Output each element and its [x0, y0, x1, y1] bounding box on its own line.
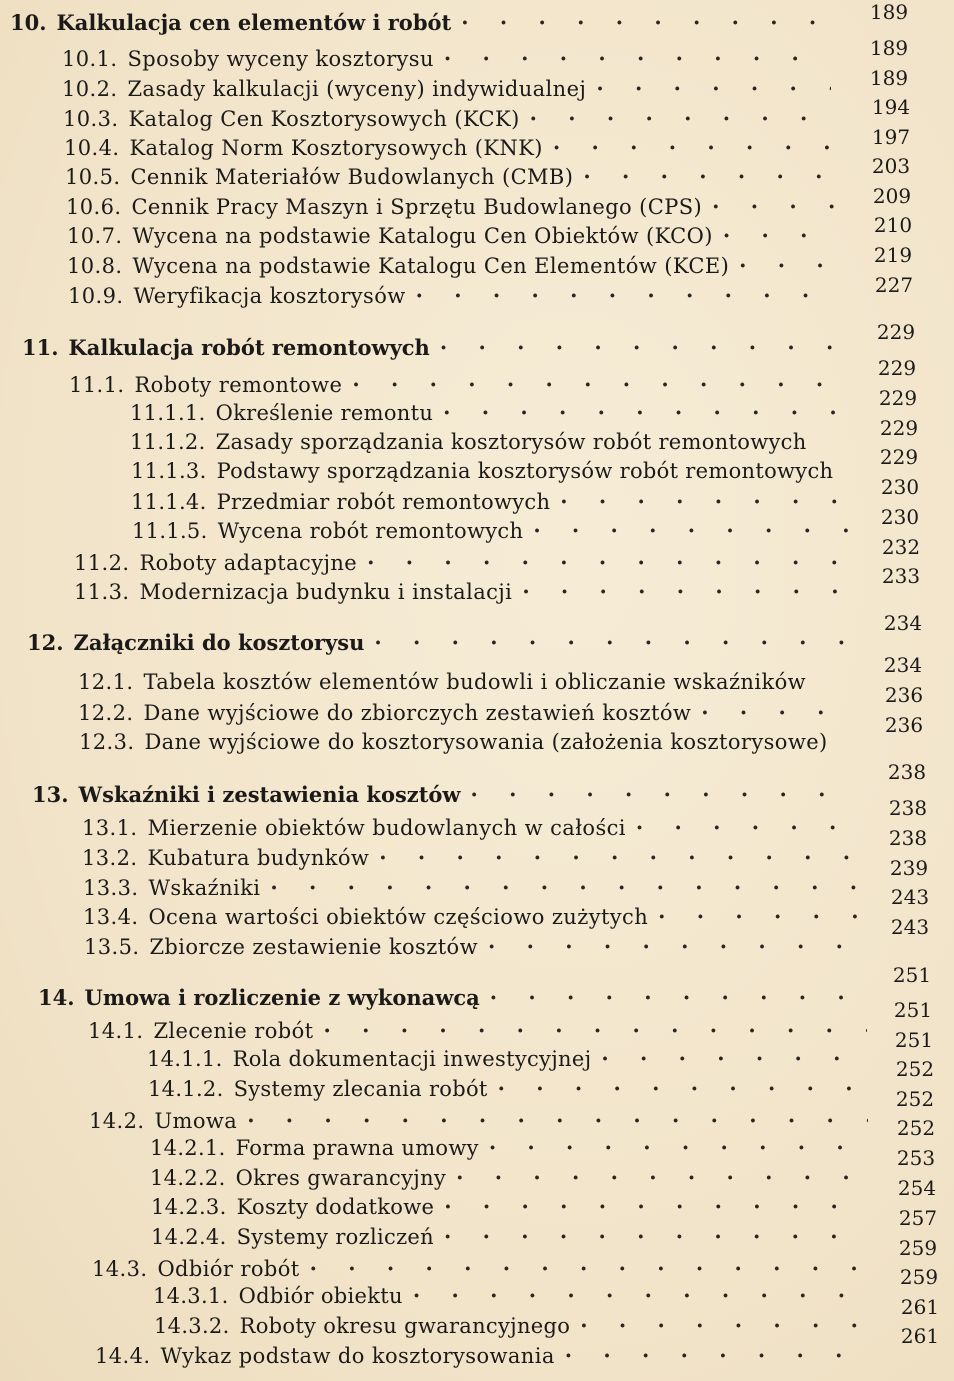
entry-number: 10.6. — [66, 195, 122, 219]
dot-leader — [636, 815, 861, 840]
entry-title: Tabela kosztów elementów budowli i obliczanie wskaźników — [143, 670, 807, 694]
entry-page: 259 — [899, 1265, 939, 1289]
entry-page: 252 — [895, 1087, 935, 1111]
entry-page: 236 — [884, 713, 924, 737]
entry-number: 13.2. — [82, 846, 138, 870]
entry-number: 11.1.3. — [131, 459, 207, 483]
entry-number: 10.4. — [64, 136, 120, 160]
entry-title: Wskaźniki i zestawienia kosztów — [78, 782, 461, 807]
entry-title: Wycena na podstawie Katalogu Cen Elementów (KCE) — [132, 254, 730, 278]
entry-number: 14. — [38, 985, 75, 1010]
toc-entry[interactable] — [89, 1108, 874, 1138]
entry-number: 11.2. — [74, 551, 130, 575]
entry-number: 11.1.4. — [131, 490, 207, 514]
entry-title: Kalkulacja cen elementów i robót — [56, 10, 452, 35]
entry-number: 10.9. — [68, 284, 124, 308]
toc-entry[interactable] — [83, 904, 868, 934]
dot-leader — [461, 10, 834, 35]
toc-entry[interactable] — [32, 782, 862, 812]
entry-title: Wykaz podstaw do kosztorysowania — [160, 1344, 555, 1368]
entry-title: Wycena robót remontowych — [217, 519, 524, 543]
toc-entry[interactable] — [66, 194, 841, 224]
toc-entry[interactable] — [151, 1194, 876, 1224]
toc-entry[interactable] — [130, 400, 850, 430]
entry-title: Katalog Norm Kosztorysowych (KNK) — [129, 136, 543, 160]
entry-number: 14.3.1. — [153, 1284, 229, 1308]
dot-leader — [553, 135, 833, 160]
entry-page: 243 — [890, 915, 930, 939]
entry-number: 14.3.2. — [154, 1314, 230, 1338]
dot-leader — [723, 223, 836, 248]
dot-leader — [658, 904, 862, 929]
entry-title: Dane wyjściowe do kosztorysowania (założenia kosztorysowe) — [144, 730, 828, 754]
dot-leader — [522, 579, 853, 604]
toc-entry[interactable] — [153, 1283, 878, 1313]
dot-leader — [583, 164, 834, 189]
entry-title: Określenie remontu — [215, 401, 434, 425]
entry-number: 14.1.1. — [147, 1047, 223, 1071]
entry-title: Odbiór robót — [157, 1257, 300, 1281]
entry-title: Roboty okresu gwarancyjnego — [239, 1314, 571, 1338]
toc-entry[interactable] — [92, 1256, 877, 1286]
entry-page: 251 — [894, 1028, 934, 1052]
entry-page: 229 — [877, 356, 917, 380]
dot-leader — [443, 400, 844, 425]
entry-number: 10.3. — [63, 107, 119, 131]
entry-number: 12. — [27, 630, 64, 655]
entry-number: 12.2. — [78, 701, 134, 725]
toc-entry[interactable] — [74, 550, 859, 580]
toc-entry[interactable] — [67, 223, 842, 253]
dot-leader — [444, 46, 826, 71]
toc-entry[interactable] — [64, 135, 839, 165]
entry-title: Cennik Materiałów Budowlanych (CMB) — [130, 165, 574, 189]
dot-leader — [533, 518, 851, 543]
entry-page: 197 — [871, 125, 911, 149]
entry-title: Kalkulacja robót remontowych — [68, 335, 430, 360]
toc-entry[interactable] — [147, 1046, 872, 1076]
dot-leader — [270, 875, 862, 900]
entry-page: 239 — [889, 856, 929, 880]
dot-leader — [530, 106, 832, 131]
entry-number: 10.2. — [62, 77, 118, 101]
entry-number: 14.2.2. — [150, 1166, 226, 1190]
entry-page: 229 — [878, 386, 918, 410]
entry-title: Kubatura budynków — [147, 846, 370, 870]
dot-leader — [310, 1256, 871, 1281]
entry-page: 209 — [872, 184, 912, 208]
entry-title: Sposoby wyceny kosztorysu — [127, 47, 434, 71]
entry-title: Mierzenie obiektów budowlanych w całości — [147, 816, 626, 840]
entry-number: 14.2.3. — [151, 1195, 227, 1219]
entry-title: Zasady kalkulacji (wyceny) indywidualnej — [127, 77, 587, 101]
entry-page: 253 — [896, 1146, 936, 1170]
entry-number: 10.7. — [67, 224, 123, 248]
entry-number: 14.2.4. — [151, 1225, 227, 1249]
toc-entry[interactable] — [22, 335, 847, 365]
entry-title: Przedmiar robót remontowych — [216, 490, 551, 514]
entry-page: 229 — [876, 320, 916, 344]
dot-leader — [374, 630, 851, 655]
entry-number: 11.1.5. — [132, 519, 208, 543]
toc-entry[interactable] — [62, 76, 837, 106]
dot-leader — [712, 194, 835, 219]
entry-page: 238 — [887, 760, 927, 784]
entry-page: 219 — [873, 243, 913, 267]
entry-title: Cennik Pracy Maszyn i Sprzętu Budowlanego (CPS) — [131, 195, 703, 219]
toc-entry[interactable] — [67, 253, 842, 283]
entry-title: Wycena na podstawie Katalogu Cen Obiektów (KCO) — [132, 224, 713, 248]
dot-leader — [352, 372, 843, 397]
entry-page: 236 — [884, 683, 924, 707]
toc-entry[interactable] — [130, 430, 855, 460]
entry-title: Koszty dodatkowe — [236, 1195, 435, 1219]
entry-number: 12.3. — [79, 730, 135, 754]
toc-entry[interactable] — [62, 46, 832, 76]
entry-number: 14.1.2. — [148, 1077, 224, 1101]
entry-title: Roboty adaptacyjne — [139, 551, 358, 575]
entry-page: 252 — [895, 1057, 935, 1081]
toc-entry[interactable] — [88, 1018, 873, 1048]
entry-page: 243 — [890, 885, 930, 909]
dot-leader — [444, 1224, 870, 1249]
entry-page: 261 — [900, 1324, 940, 1348]
entry-number: 14.1. — [88, 1019, 144, 1043]
entry-number: 14.4. — [95, 1344, 151, 1368]
entry-page: 194 — [871, 95, 911, 119]
entry-page: 210 — [873, 213, 913, 237]
entry-page: 229 — [879, 445, 919, 469]
dot-leader — [489, 1135, 869, 1160]
toc-entry[interactable] — [154, 1313, 879, 1343]
entry-page: 230 — [880, 505, 920, 529]
dot-leader — [247, 1108, 868, 1133]
entry-page: 238 — [888, 796, 928, 820]
entry-number: 10. — [10, 10, 47, 35]
toc-entry[interactable] — [150, 1135, 875, 1165]
entry-page: 257 — [898, 1206, 938, 1230]
entry-title: Odbiór obiektu — [238, 1284, 403, 1308]
entry-page: 229 — [879, 416, 919, 440]
entry-page: 252 — [896, 1116, 936, 1140]
entry-number: 13.3. — [83, 876, 139, 900]
toc-entry[interactable] — [148, 1076, 873, 1106]
entry-title: Zbiorcze zestawienie kosztów — [149, 935, 478, 959]
entry-title: Załączniki do kosztorysu — [73, 630, 365, 655]
dot-leader — [367, 550, 853, 575]
dot-leader — [324, 1018, 867, 1043]
entry-page: 259 — [898, 1236, 938, 1260]
entry-number: 10.8. — [67, 254, 123, 278]
dot-leader — [413, 1283, 872, 1308]
toc-entry[interactable] — [74, 579, 859, 609]
entry-number: 12.1. — [78, 670, 134, 694]
toc-entry[interactable] — [79, 730, 864, 760]
entry-page: 203 — [871, 154, 911, 178]
entry-number: 11.1.1. — [130, 401, 206, 425]
toc-entry[interactable] — [27, 630, 857, 660]
entry-title: Ocena wartości obiektów częściowo zużytych — [148, 905, 649, 929]
dot-leader — [440, 335, 841, 360]
dot-leader — [580, 1313, 873, 1338]
entry-title: Zasady sporządzania kosztorysów robót remontowych — [215, 430, 807, 454]
entry-number: 13.4. — [83, 905, 139, 929]
entry-page: 254 — [897, 1176, 937, 1200]
toc-entry[interactable] — [68, 283, 843, 313]
entry-title: Forma prawna umowy — [235, 1136, 479, 1160]
dot-leader — [490, 985, 862, 1010]
entry-title: Dane wyjściowe do zbiorczych zestawień kosztów — [143, 701, 692, 725]
dot-leader — [379, 845, 861, 870]
dot-leader — [596, 76, 831, 101]
toc-entry[interactable] — [78, 670, 863, 700]
toc-entry[interactable] — [83, 875, 868, 905]
entry-page: 227 — [874, 273, 914, 297]
entry-page: 232 — [881, 535, 921, 559]
dot-leader — [416, 283, 837, 308]
toc-entry[interactable] — [69, 372, 849, 402]
toc-entry[interactable] — [151, 1224, 876, 1254]
toc-entry[interactable] — [38, 985, 868, 1015]
toc-entry[interactable] — [78, 700, 863, 730]
toc-entry[interactable] — [131, 489, 856, 519]
entry-number: 11.3. — [74, 580, 130, 604]
entry-number: 14.2. — [89, 1109, 145, 1133]
entry-page: 238 — [888, 826, 928, 850]
toc-entry[interactable] — [84, 934, 869, 964]
entry-title: Wskaźniki — [148, 876, 261, 900]
entry-number: 13. — [32, 782, 69, 807]
entry-page: 234 — [883, 653, 923, 677]
entry-page: 189 — [869, 66, 909, 90]
entry-title: Katalog Cen Kosztorysowych (KCK) — [128, 107, 520, 131]
toc-entry[interactable] — [63, 106, 838, 136]
entry-page: 233 — [881, 564, 921, 588]
entry-number: 14.2.1. — [150, 1136, 226, 1160]
toc-entry[interactable] — [95, 1343, 880, 1373]
entry-number: 10.5. — [65, 165, 121, 189]
entry-title: Zlecenie robót — [153, 1019, 314, 1043]
dot-leader — [498, 1076, 867, 1101]
dot-leader — [471, 782, 857, 807]
entry-title: Roboty remontowe — [134, 373, 343, 397]
entry-number: 13.1. — [82, 816, 138, 840]
entry-page: 251 — [892, 963, 932, 987]
entry-number: 14.3. — [92, 1257, 148, 1281]
toc-entry[interactable] — [65, 164, 840, 194]
entry-page: 189 — [869, 0, 909, 24]
dot-leader — [488, 934, 863, 959]
entry-title: Umowa — [154, 1109, 238, 1133]
entry-number: 11.1.2. — [130, 430, 206, 454]
entry-number: 11.1. — [69, 373, 125, 397]
entry-title: Umowa i rozliczenie z wykonawcą — [84, 985, 480, 1010]
toc-entry[interactable] — [150, 1165, 875, 1195]
entry-page: 230 — [880, 475, 920, 499]
entry-title: Systemy rozliczeń — [236, 1225, 434, 1249]
entry-number: 11. — [22, 335, 59, 360]
entry-title: Systemy zlecania robót — [233, 1077, 488, 1101]
entry-title: Podstawy sporządzania kosztorysów robót remontowych — [216, 459, 834, 483]
dot-leader — [444, 1194, 870, 1219]
dot-leader — [701, 700, 857, 725]
entry-title: Weryfikacja kosztorysów — [133, 284, 406, 308]
dot-leader — [601, 1046, 866, 1071]
toc-entry[interactable] — [10, 10, 840, 40]
entry-title: Modernizacja budynku i instalacji — [139, 580, 513, 604]
toc-entry[interactable] — [131, 459, 856, 489]
toc-entry[interactable] — [82, 815, 867, 845]
dot-leader — [456, 1165, 869, 1190]
dot-leader — [739, 253, 836, 278]
dot-leader — [565, 1343, 874, 1368]
entry-title: Rola dokumentacji inwestycyjnej — [232, 1047, 592, 1071]
entry-page: 189 — [869, 36, 909, 60]
entry-title: Okres gwarancyjny — [235, 1166, 447, 1190]
entry-page: 261 — [900, 1295, 940, 1319]
entry-page: 251 — [893, 998, 933, 1022]
toc-entry[interactable] — [82, 845, 867, 875]
entry-number: 10.1. — [62, 47, 118, 71]
entry-page: 234 — [883, 611, 923, 635]
dot-leader — [560, 489, 850, 514]
toc-entry[interactable] — [132, 518, 857, 548]
entry-number: 13.5. — [84, 935, 140, 959]
